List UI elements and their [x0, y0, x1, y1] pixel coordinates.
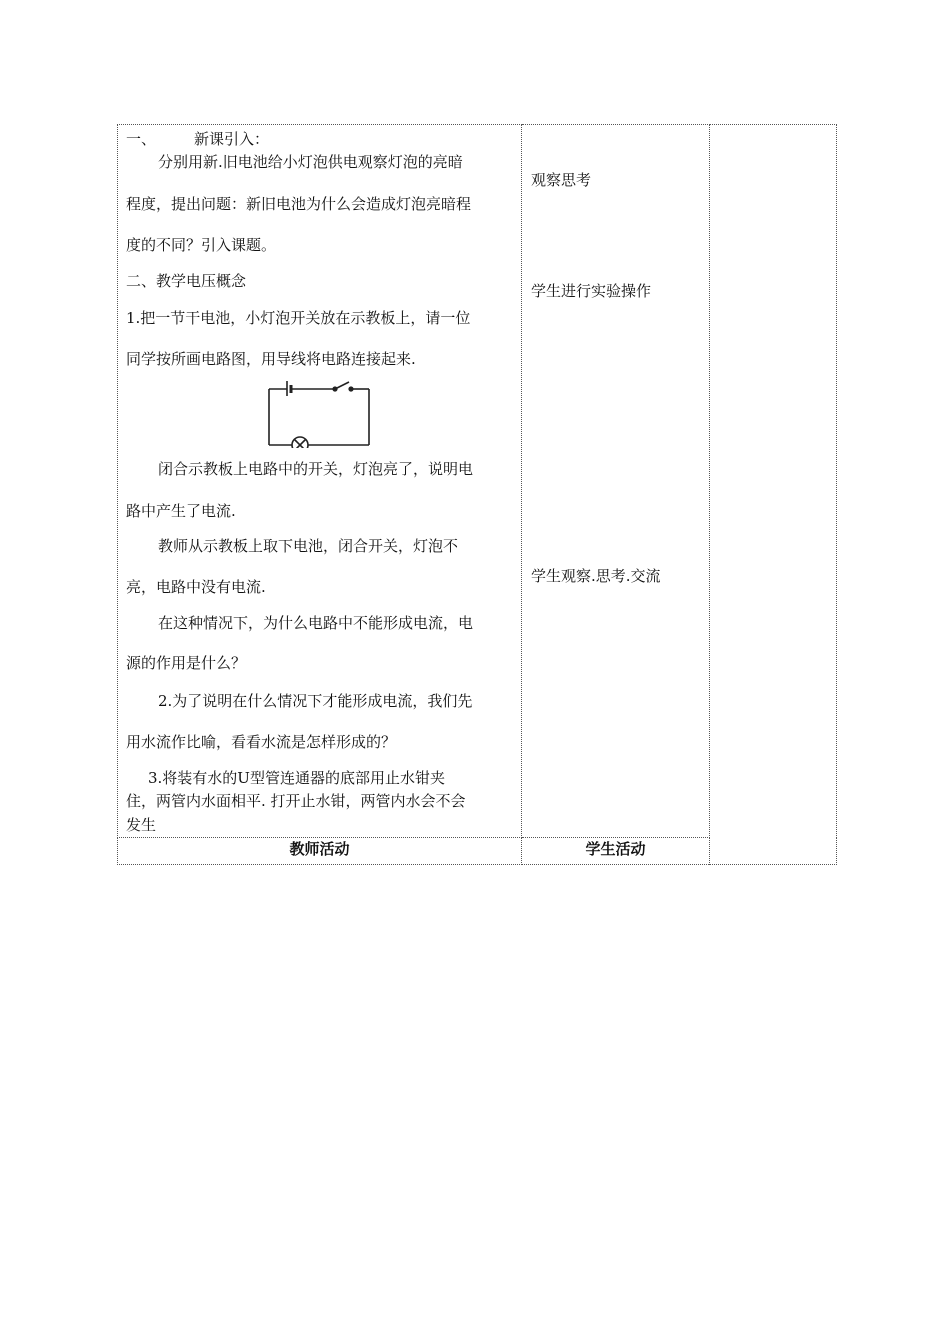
section-2-title: 二、教学电压概念 [126, 272, 247, 290]
lamp-symbol [292, 437, 308, 448]
step-2-line-1: 2.为了说明在什么情况下才能形成电流，我们先 [158, 692, 473, 710]
question-line-1: 在这种情况下，为什么电路中不能形成电流，电 [158, 614, 474, 632]
closed-circuit-line-2: 路中产生了电流. [126, 502, 236, 520]
lesson-plan-table [117, 124, 837, 865]
question-line-2: 源的作用是什么？ [126, 654, 247, 672]
intro-line-1: 分别用新.旧电池给小灯泡供电观察灯泡的亮暗 [158, 153, 463, 171]
remove-battery-line-2: 亮，电路中没有电流. [126, 578, 266, 596]
step-3-line-2: 住，两管内水面相平. 打开止水钳，两管内水会不会 [126, 792, 466, 810]
closed-circuit-line-1: 闭合示教板上电路中的开关，灯泡亮了，说明电 [158, 460, 474, 478]
intro-line-3: 度的不同？引入课题。 [126, 236, 277, 254]
student-activity-cell [522, 125, 710, 838]
step-1-line-1: 1.把一节干电池，小灯泡开关放在示教板上，请一位 [126, 309, 471, 327]
section-1-title: 新课引入： [194, 130, 270, 148]
section-1-number: 一、 [126, 130, 157, 148]
student-activity-3: 学生观察.思考.交流 [531, 567, 661, 585]
content-row [118, 125, 837, 838]
step-2-line-2: 用水流作比喻，看看水流是怎样形成的？ [126, 733, 397, 751]
step-3-line-3: 发生 [126, 816, 157, 834]
teacher-activity-header: 教师活动 [118, 838, 522, 865]
step-1-line-2: 同学按所画电路图，用导线将电路连接起来. [126, 350, 416, 368]
empty-column-cell [710, 125, 837, 865]
remove-battery-line-1: 教师从示教板上取下电池，闭合开关，灯泡不 [158, 537, 459, 555]
switch-contact [349, 387, 353, 391]
teacher-activity-cell [118, 125, 522, 838]
step-3-line-1: 3.将装有水的U型管连通器的底部用止水钳夹 [148, 769, 445, 787]
intro-line-2: 程度，提出问题：新旧电池为什么会造成灯泡亮暗程 [126, 195, 472, 213]
student-activity-1: 观察思考 [531, 171, 592, 189]
circuit-diagram [265, 376, 373, 448]
student-activity-2: 学生进行实验操作 [531, 282, 652, 300]
student-activity-header: 学生活动 [522, 838, 710, 865]
switch-blade [335, 382, 349, 389]
